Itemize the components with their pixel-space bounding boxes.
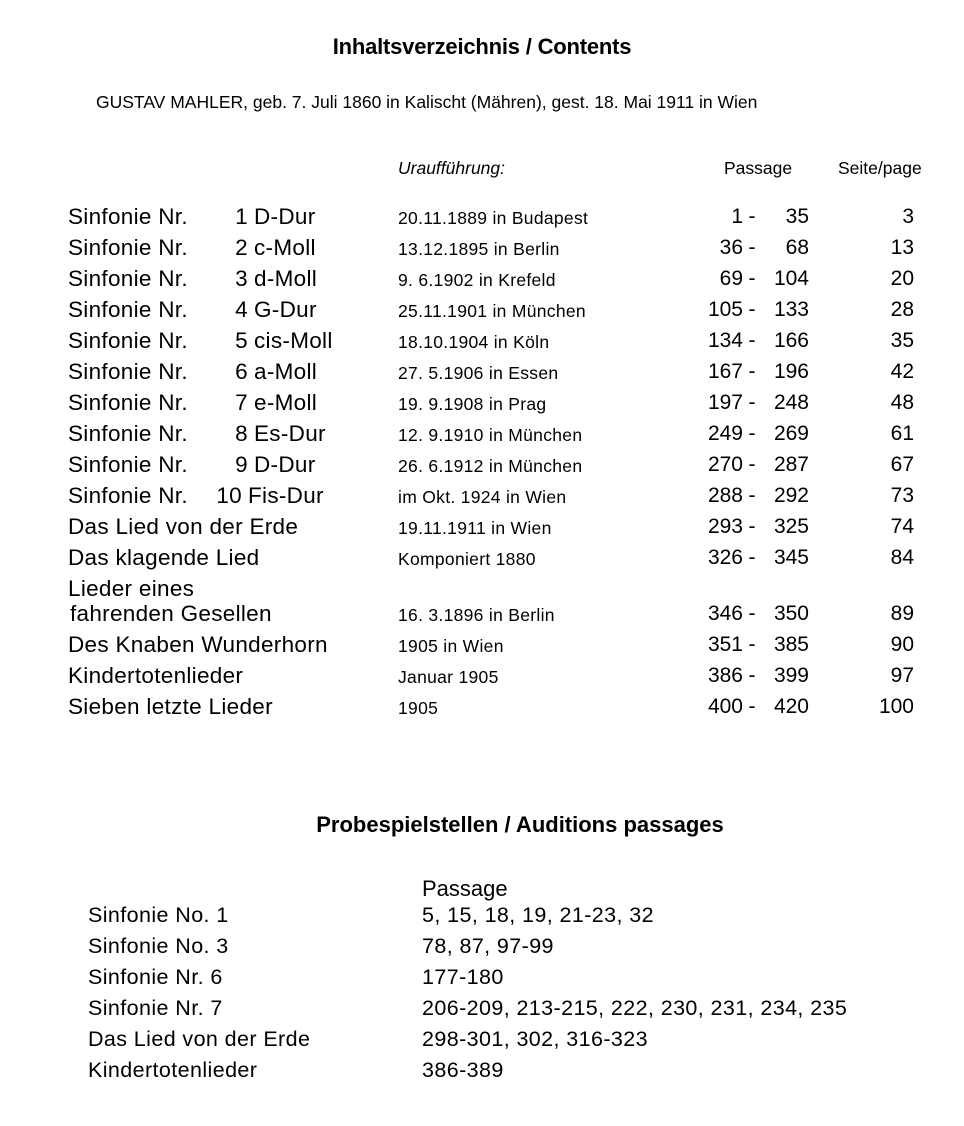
- audition-work: Kindertotenlieder: [88, 1058, 258, 1082]
- passage-range: 105 - 133: [707, 298, 809, 321]
- audition-passages: 78, 87, 97-99: [422, 934, 554, 958]
- page-number: 67: [890, 453, 914, 476]
- page-number: 89: [890, 602, 914, 625]
- audition-work: Sinfonie Nr. 7: [88, 996, 223, 1020]
- table-row: [0, 628, 964, 659]
- composer-info: GUSTAV MAHLER, geb. 7. Juli 1860 in Kalischt (Mähren), gest. 18. Mai 1911 in Wien: [96, 92, 758, 112]
- premiere-cell: 13.12.1895 in Berlin: [398, 239, 560, 259]
- audition-work: Sinfonie Nr. 6: [88, 965, 223, 989]
- page-number: 84: [890, 546, 914, 569]
- page-number: 42: [890, 360, 914, 383]
- page-number: 73: [890, 484, 914, 507]
- work-title: Sinfonie Nr. 5 cis-Moll: [68, 328, 333, 353]
- premiere-cell: 1905: [398, 698, 439, 718]
- work-title: Kindertotenlieder: [68, 663, 244, 688]
- audition-passages: 5, 15, 18, 19, 21-23, 32: [422, 903, 654, 927]
- work-title: Sinfonie Nr. 1 D-Dur: [68, 204, 316, 229]
- page-number: 90: [890, 633, 914, 656]
- page-number: 74: [890, 515, 914, 538]
- auditions-passage-header: Passage: [422, 876, 508, 901]
- table-row: [0, 262, 964, 293]
- passage-range: 293 - 325: [707, 515, 809, 538]
- audition-work: Sinfonie No. 1: [88, 903, 229, 927]
- work-title: Sinfonie Nr. 9 D-Dur: [68, 452, 316, 477]
- list-item: [0, 1058, 964, 1089]
- premiere-cell: 18.10.1904 in Köln: [398, 332, 550, 352]
- work-title: Das klagende Lied: [68, 545, 260, 570]
- page-number: 100: [878, 695, 914, 718]
- work-title: Lieder eines fahrenden Gesellen: [68, 576, 272, 626]
- passage-range: 69 - 104: [719, 267, 809, 290]
- passage-range: 249 - 269: [707, 422, 809, 445]
- passage-column-header: Passage: [724, 158, 793, 178]
- premiere-cell: 20.11.1889 in Budapest: [398, 208, 589, 228]
- table-row: [0, 479, 964, 510]
- work-title: Sinfonie Nr. 2 c-Moll: [68, 235, 316, 260]
- passage-range: 386 - 399: [707, 664, 809, 687]
- passage-range: 346 - 350: [707, 602, 809, 625]
- page-column-header: Seite/page: [838, 158, 922, 178]
- table-row: [0, 386, 964, 417]
- audition-passages: 298-301, 302, 316-323: [422, 1027, 648, 1051]
- work-title: Sinfonie Nr. 4 G-Dur: [68, 297, 317, 322]
- table-row: [0, 355, 964, 386]
- passage-range: 326 - 345: [707, 546, 809, 569]
- audition-passages: 386-389: [422, 1058, 504, 1082]
- work-title: Des Knaben Wunderhorn: [68, 632, 328, 657]
- table-row: [0, 572, 964, 628]
- table-row: [0, 324, 964, 355]
- work-title: Sinfonie Nr. 6 a-Moll: [68, 359, 318, 384]
- auditions-list: [0, 903, 964, 1089]
- premiere-cell: 16. 3.1896 in Berlin: [398, 605, 555, 625]
- work-title: Sieben letzte Lieder: [68, 694, 273, 719]
- auditions-title: Probespielstellen / Auditions passages: [316, 812, 724, 837]
- table-row: [0, 293, 964, 324]
- work-title: Sinfonie Nr. 3 d-Moll: [68, 266, 318, 291]
- page-number: 97: [890, 664, 914, 687]
- table-row: [0, 200, 964, 231]
- passage-range: 1 - 35: [731, 205, 809, 228]
- work-title: Sinfonie Nr. 7 e-Moll: [68, 390, 318, 415]
- page-number: 35: [890, 329, 914, 352]
- passage-range: 36 - 68: [719, 236, 809, 259]
- list-item: [0, 965, 964, 996]
- passage-range: 351 - 385: [707, 633, 809, 656]
- page-number: 28: [890, 298, 914, 321]
- table-row: [0, 541, 964, 572]
- table-row: [0, 510, 964, 541]
- work-title: Sinfonie Nr. 10 Fis-Dur: [68, 483, 324, 508]
- passage-range: 134 - 166: [707, 329, 809, 352]
- page-number: 3: [902, 205, 914, 228]
- passage-range: 197 - 248: [707, 391, 809, 414]
- premiere-cell: 19.11.1911 in Wien: [398, 518, 552, 538]
- passage-range: 288 - 292: [707, 484, 809, 507]
- premiere-cell: Januar 1905: [398, 667, 499, 687]
- premiere-cell: 19. 9.1908 in Prag: [398, 394, 547, 414]
- premiere-cell: 25.11.1901 in München: [398, 301, 586, 321]
- page-title: Inhaltsverzeichnis / Contents: [332, 34, 632, 59]
- premiere-cell: Komponiert 1880: [398, 549, 536, 569]
- audition-passages: 206-209, 213-215, 222, 230, 231, 234, 235: [422, 996, 848, 1020]
- list-item: [0, 996, 964, 1027]
- page-number: 48: [890, 391, 914, 414]
- premiere-cell: im Okt. 1924 in Wien: [398, 487, 567, 507]
- premiere-column-header: Uraufführung:: [398, 158, 506, 178]
- work-title: Das Lied von der Erde: [68, 514, 299, 539]
- premiere-cell: 12. 9.1910 in München: [398, 425, 583, 445]
- list-item: [0, 934, 964, 965]
- audition-passages: 177-180: [422, 965, 504, 989]
- work-title: Sinfonie Nr. 8 Es-Dur: [68, 421, 326, 446]
- contents-table: [0, 200, 964, 721]
- page-number: 20: [890, 267, 914, 290]
- table-row: [0, 448, 964, 479]
- audition-work: Sinfonie No. 3: [88, 934, 229, 958]
- premiere-cell: 26. 6.1912 in München: [398, 456, 583, 476]
- table-row: [0, 659, 964, 690]
- premiere-cell: 9. 6.1902 in Krefeld: [398, 270, 556, 290]
- audition-work: Das Lied von der Erde: [88, 1027, 311, 1051]
- table-row: [0, 690, 964, 721]
- passage-range: 400 - 420: [707, 695, 809, 718]
- passage-range: 270 - 287: [707, 453, 809, 476]
- table-row: [0, 231, 964, 262]
- list-item: [0, 903, 964, 934]
- premiere-cell: 27. 5.1906 in Essen: [398, 363, 559, 383]
- list-item: [0, 1027, 964, 1058]
- page-number: 61: [890, 422, 914, 445]
- premiere-cell: 1905 in Wien: [398, 636, 504, 656]
- passage-range: 167 - 196: [707, 360, 809, 383]
- page-number: 13: [890, 236, 914, 259]
- table-row: [0, 417, 964, 448]
